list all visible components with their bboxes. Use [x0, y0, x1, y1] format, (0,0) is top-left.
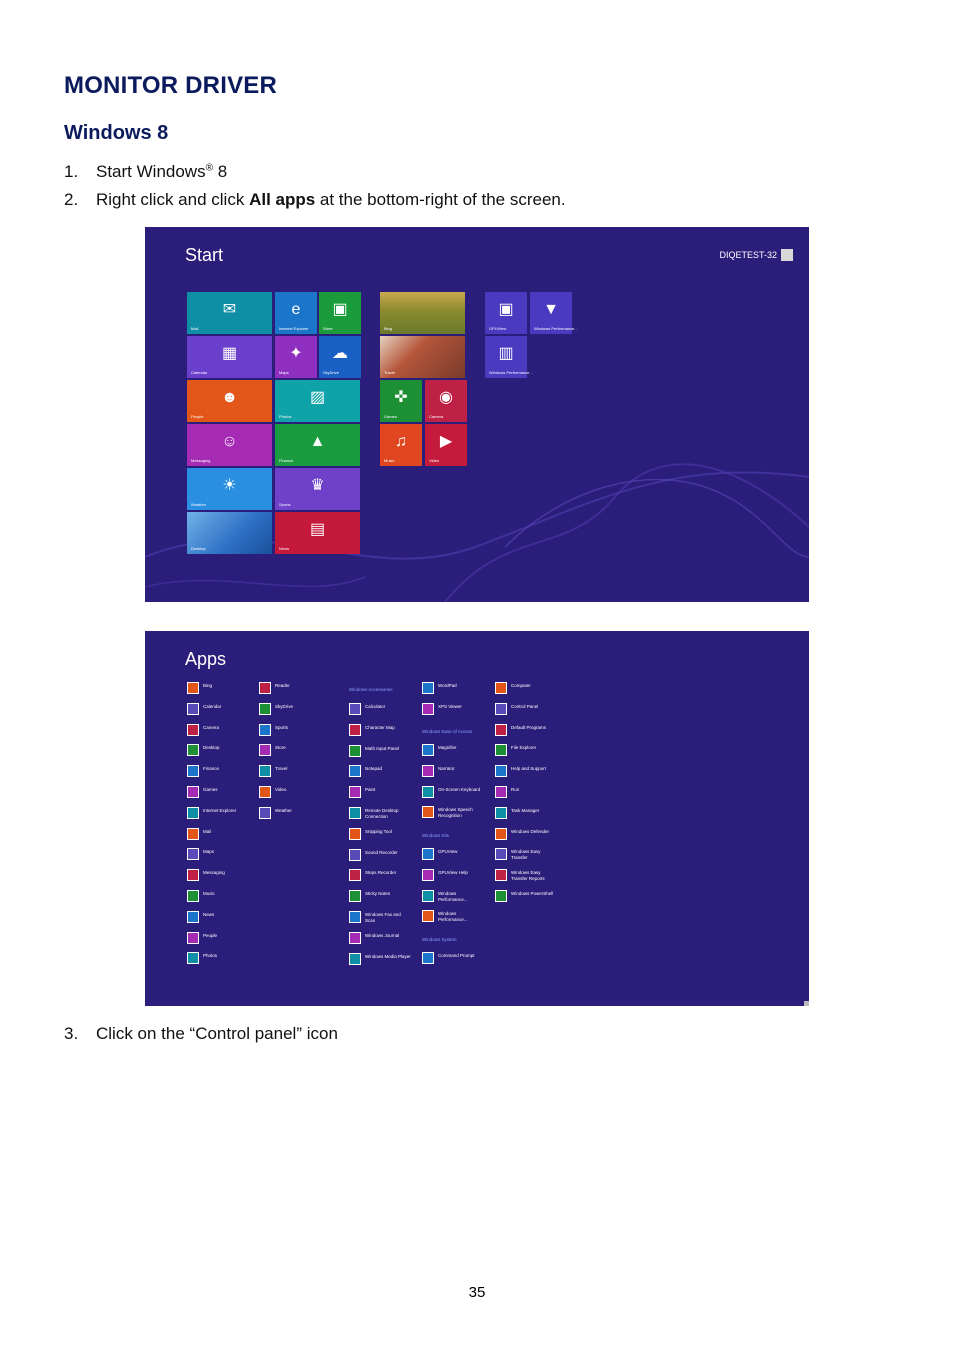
- ie-icon: e: [291, 300, 301, 318]
- video-icon: ▶: [439, 432, 453, 450]
- app-tile-icon: [495, 765, 507, 777]
- app-label: Sound Recorder: [365, 849, 398, 855]
- tile-label: Bing: [384, 326, 393, 331]
- app-item[interactable]: [422, 682, 484, 694]
- tile-performance[interactable]: [530, 292, 578, 334]
- step-3: [64, 1024, 338, 1044]
- app-label: Default Programs: [511, 724, 547, 730]
- app-label: Math Input Panel: [365, 745, 400, 751]
- app-item[interactable]: [422, 744, 484, 756]
- apps-title: Apps: [185, 649, 227, 669]
- trophy-icon: ♛: [310, 476, 325, 494]
- user-avatar-icon: [781, 249, 793, 261]
- app-item[interactable]: [422, 703, 484, 715]
- app-item[interactable]: [495, 828, 557, 840]
- tile-label: Messaging: [191, 458, 211, 463]
- app-tile-icon: [259, 744, 271, 756]
- app-item[interactable]: [187, 724, 249, 736]
- group-windows-kits: Windows Kits: [422, 833, 450, 838]
- app-item[interactable]: [187, 744, 249, 756]
- app-item[interactable]: [259, 724, 321, 736]
- app-item[interactable]: [187, 848, 249, 860]
- tile-label: Games: [384, 414, 397, 419]
- tile-label: Photos: [279, 414, 292, 419]
- tile-video[interactable]: [425, 424, 467, 466]
- app-label: Command Prompt: [438, 953, 475, 958]
- tile-news[interactable]: [275, 512, 360, 554]
- start-title: Start: [185, 245, 224, 265]
- tile-ie[interactable]: [275, 292, 317, 334]
- tile-travel-photo[interactable]: [380, 336, 465, 378]
- app-item[interactable]: [495, 890, 557, 902]
- app-label: Help and Support: [511, 766, 547, 772]
- tile-label: GPUView: [489, 326, 507, 331]
- step-1: [64, 162, 227, 182]
- app-label: Photos: [203, 953, 218, 959]
- app-label: News: [203, 911, 215, 917]
- app-item[interactable]: [187, 682, 249, 694]
- tile-label: SkyDrive: [323, 370, 340, 375]
- app-label: Reader: [275, 683, 290, 688]
- app-tile-icon: [349, 953, 361, 965]
- app-label: SkyDrive: [275, 703, 294, 709]
- music-icon: ♫: [395, 432, 407, 450]
- app-label: Paint: [365, 787, 376, 793]
- app-item[interactable]: [187, 703, 249, 715]
- step-2: [64, 190, 566, 210]
- app-item[interactable]: [422, 806, 484, 819]
- app-item[interactable]: [349, 765, 411, 777]
- app-label: Travel: [275, 766, 288, 772]
- section-heading: MONITOR DRIVER: [64, 72, 278, 99]
- app-label: Sports: [275, 724, 289, 730]
- app-item[interactable]: [495, 724, 557, 736]
- app-tile-icon: [187, 952, 199, 964]
- app-label: Windows Defender: [511, 828, 550, 834]
- app-label: Calendar: [203, 703, 222, 709]
- app-tile-icon: [259, 703, 271, 715]
- tile-music[interactable]: [380, 424, 422, 466]
- tile-label: Maps: [279, 370, 289, 375]
- app-tile-icon: [422, 848, 434, 860]
- app-item[interactable]: [495, 786, 557, 798]
- app-tile-icon: [495, 890, 507, 902]
- app-item[interactable]: [422, 890, 484, 903]
- app-item[interactable]: [349, 745, 411, 757]
- registered-mark: ®: [205, 162, 213, 174]
- people-icon: ☻: [221, 388, 238, 406]
- app-tile-icon: [187, 890, 199, 902]
- tile-label: News: [279, 546, 290, 551]
- app-label: Windows PowerShell: [511, 891, 554, 896]
- app-tile-icon: [495, 724, 507, 736]
- app-tile-icon: [187, 848, 199, 860]
- tile-label: Internet Explorer: [279, 326, 309, 331]
- tile-cloud[interactable]: [319, 336, 361, 378]
- tile-label: Windows Performance...: [534, 326, 578, 331]
- app-tile-icon: [422, 890, 434, 902]
- apps-screen-screenshot: [145, 631, 809, 1006]
- tile-maps[interactable]: [275, 336, 317, 378]
- app-tile-icon: [187, 807, 199, 819]
- tile-gpuview[interactable]: [485, 292, 527, 334]
- tile-label: People: [191, 414, 204, 419]
- app-label: Windows Journal: [365, 932, 400, 938]
- app-label: Computer: [511, 683, 531, 688]
- app-label: Desktop: [203, 745, 220, 751]
- app-item[interactable]: [259, 807, 321, 819]
- user-account[interactable]: [719, 249, 793, 261]
- app-item[interactable]: [259, 682, 321, 694]
- app-item[interactable]: [187, 890, 249, 902]
- app-label: Internet Explorer: [203, 807, 237, 813]
- app-label: Weather: [275, 807, 292, 813]
- app-label: Windows Fax and Scan: [365, 912, 401, 923]
- app-tile-icon: [259, 724, 271, 736]
- app-item[interactable]: [349, 807, 411, 820]
- gpuview-icon: ▣: [498, 300, 514, 318]
- calendar-icon: ▦: [221, 344, 238, 362]
- app-tile-icon: [422, 952, 434, 964]
- app-label: Windows Performance...: [438, 911, 468, 923]
- store-icon: ▣: [332, 300, 348, 318]
- step-number: 1.: [64, 162, 79, 181]
- app-item[interactable]: [349, 828, 411, 840]
- group-windows-ease-of-access: Windows Ease of Access: [422, 729, 473, 734]
- app-tile-icon: [349, 724, 361, 736]
- app-tile-icon: [349, 828, 361, 840]
- app-item[interactable]: [187, 932, 249, 944]
- app-item[interactable]: [422, 786, 484, 798]
- app-item[interactable]: [349, 911, 411, 924]
- app-label: Maps: [203, 849, 215, 855]
- app-item[interactable]: [349, 953, 411, 965]
- tile-label: Video: [429, 458, 440, 463]
- app-tile-icon: [422, 910, 434, 922]
- app-tile-icon: [495, 848, 507, 860]
- app-tile-icon: [259, 786, 271, 798]
- app-item[interactable]: [187, 807, 249, 819]
- app-item[interactable]: [349, 932, 411, 944]
- app-item[interactable]: [349, 724, 411, 736]
- app-tile-icon: [349, 745, 361, 757]
- app-tile-icon: [187, 932, 199, 944]
- app-tile-icon: [187, 869, 199, 881]
- tile-mail[interactable]: [187, 292, 272, 334]
- tile-calendar[interactable]: [187, 336, 272, 378]
- app-label: File Explorer: [511, 745, 537, 751]
- app-item[interactable]: [187, 786, 249, 798]
- app-item[interactable]: [349, 869, 411, 881]
- app-label: Windows Performance...: [438, 890, 468, 902]
- app-label: GPUView Help: [438, 869, 468, 875]
- group-windows-system: Windows System: [422, 937, 457, 942]
- app-tile-icon: [495, 807, 507, 819]
- app-item[interactable]: [422, 952, 484, 964]
- app-item[interactable]: [422, 910, 484, 923]
- camera-icon: ◉: [439, 388, 453, 406]
- app-item[interactable]: [495, 848, 557, 861]
- tile-desktop[interactable]: [187, 512, 272, 554]
- step-text: Start Windows: [96, 162, 206, 181]
- cloud-icon: ☁: [332, 344, 348, 362]
- app-label: Camera: [203, 724, 220, 730]
- app-tile-icon: [349, 765, 361, 777]
- performance-analyzer-icon: ▥: [498, 344, 514, 362]
- app-label: WordPad: [438, 683, 457, 688]
- maps-icon: ✦: [289, 344, 303, 362]
- step-text-tail: 8: [212, 162, 228, 181]
- app-item[interactable]: [187, 828, 249, 840]
- app-tile-icon: [349, 807, 361, 819]
- app-tile-icon: [187, 828, 199, 840]
- app-tile-icon: [422, 703, 434, 715]
- tile-label: Mail: [191, 326, 199, 331]
- mail-icon: ✉: [222, 300, 237, 318]
- app-label: Games: [203, 787, 218, 792]
- os-subheading: Windows 8: [64, 122, 169, 144]
- finance-icon: ▲: [309, 432, 326, 450]
- app-item[interactable]: [422, 848, 484, 860]
- app-item[interactable]: [495, 703, 557, 715]
- app-label: XPS Viewer: [438, 703, 462, 709]
- app-item[interactable]: [187, 952, 249, 964]
- app-label: Steps Recorder: [365, 870, 397, 876]
- app-label: Finance: [203, 766, 220, 772]
- tile-bing-photo[interactable]: [380, 292, 465, 334]
- app-label: Messaging: [203, 870, 225, 876]
- tile-label: Music: [384, 458, 395, 463]
- app-item[interactable]: [349, 849, 411, 861]
- app-label: Task Manager: [511, 807, 540, 813]
- app-label: Snipping Tool: [365, 828, 392, 834]
- app-tile-icon: [495, 869, 507, 881]
- app-item[interactable]: [422, 869, 484, 881]
- tile-label: Windows Performance...: [489, 370, 533, 375]
- app-label: Magnifier: [438, 745, 457, 750]
- tile-photos[interactable]: [275, 380, 360, 422]
- tile-label: Travel: [384, 370, 395, 375]
- app-tile-icon: [349, 786, 361, 798]
- tile-label: Desktop: [191, 546, 206, 551]
- app-tile-icon: [187, 911, 199, 923]
- app-tile-icon: [349, 703, 361, 715]
- page-number: 35: [468, 1284, 486, 1301]
- tile-trophy[interactable]: [275, 468, 360, 510]
- app-label: On-Screen Keyboard: [438, 786, 481, 792]
- app-label: GPUView: [438, 849, 458, 854]
- app-label: Mail: [203, 828, 212, 834]
- user-name: DIQETEST-32: [719, 250, 777, 260]
- app-label: Video: [275, 787, 287, 792]
- tile-label: Calendar: [191, 370, 208, 375]
- scroll-corner-icon[interactable]: [804, 1001, 809, 1006]
- app-label: Windows Media Player: [365, 953, 411, 959]
- app-tile-icon: [187, 744, 199, 756]
- tile-camera[interactable]: [425, 380, 467, 422]
- app-item[interactable]: [495, 682, 557, 694]
- tile-label: Camera: [429, 414, 444, 419]
- app-label: Sticky Notes: [365, 891, 391, 897]
- app-item[interactable]: [349, 786, 411, 798]
- app-tile-icon: [349, 911, 361, 923]
- app-label: Run: [511, 787, 520, 792]
- app-tile-icon: [349, 932, 361, 944]
- tile-finance[interactable]: [275, 424, 360, 466]
- app-tile-icon: [495, 828, 507, 840]
- app-tile-icon: [495, 786, 507, 798]
- app-tile-icon: [187, 765, 199, 777]
- tile-label: Sports: [279, 502, 291, 507]
- app-tile-icon: [495, 744, 507, 756]
- all-apps-emphasis: All apps: [249, 190, 316, 209]
- step-number: 2.: [64, 190, 79, 209]
- app-item[interactable]: [422, 765, 484, 777]
- app-item[interactable]: [259, 744, 321, 756]
- group-windows-accessories: Windows Accessories: [349, 687, 393, 692]
- app-item[interactable]: [349, 703, 411, 715]
- games-icon: ✜: [394, 388, 408, 406]
- photos-icon: ▨: [309, 388, 326, 406]
- tile-performance-analyzer[interactable]: [485, 336, 533, 378]
- app-label: Control Panel: [511, 703, 539, 709]
- step-text-pre: Right click and click: [96, 190, 250, 209]
- app-item[interactable]: [187, 869, 249, 881]
- app-tile-icon: [495, 682, 507, 694]
- app-item[interactable]: [187, 911, 249, 923]
- tile-games[interactable]: [380, 380, 422, 422]
- app-label: Bing: [203, 683, 213, 688]
- app-label: Windows Easy Transfer Reports: [511, 870, 545, 882]
- app-tile-icon: [422, 806, 434, 818]
- app-label: Calculator: [365, 704, 386, 709]
- app-tile-icon: [187, 786, 199, 798]
- app-item[interactable]: [259, 786, 321, 798]
- news-icon: ▤: [309, 520, 326, 538]
- app-tile-icon: [349, 849, 361, 861]
- app-tile-icon: [349, 869, 361, 881]
- app-tile-icon: [259, 765, 271, 777]
- tile-store[interactable]: [319, 292, 361, 334]
- app-item[interactable]: [495, 744, 557, 756]
- app-label: Notepad: [365, 766, 383, 772]
- tile-label: Finance: [279, 458, 294, 463]
- app-tile-icon: [187, 682, 199, 694]
- tile-people[interactable]: [187, 380, 272, 422]
- app-label: Windows Speech Recognition: [438, 807, 473, 819]
- app-tile-icon: [187, 724, 199, 736]
- start-screen-screenshot: [145, 227, 809, 602]
- app-label: Windows Easy Transfer: [511, 849, 541, 861]
- app-label: Store: [275, 745, 286, 751]
- app-tile-icon: [422, 786, 434, 798]
- tile-label: Store: [323, 326, 333, 331]
- app-item[interactable]: [187, 765, 249, 777]
- step-text-post: at the bottom-right of the screen.: [315, 190, 566, 209]
- app-tile-icon: [349, 890, 361, 902]
- app-item[interactable]: [495, 869, 557, 882]
- step-text: Click on the “Control panel” icon: [96, 1024, 338, 1043]
- app-tile-icon: [495, 703, 507, 715]
- tile-weather[interactable]: [187, 468, 272, 510]
- app-item[interactable]: [349, 890, 411, 902]
- app-label: Music: [203, 891, 215, 896]
- app-tile-icon: [422, 765, 434, 777]
- app-tile-icon: [259, 682, 271, 694]
- app-item[interactable]: [495, 807, 557, 819]
- app-label: Narrator: [438, 765, 455, 771]
- app-tile-icon: [187, 703, 199, 715]
- app-label: Remote Desktop Connection: [365, 808, 399, 819]
- app-tile-icon: [422, 682, 434, 694]
- app-label: People: [203, 932, 218, 938]
- app-tile-icon: [422, 869, 434, 881]
- step-number: 3.: [64, 1024, 79, 1043]
- app-item[interactable]: [495, 765, 557, 777]
- messaging-icon: ☺: [221, 432, 238, 450]
- weather-icon: ☀: [222, 476, 237, 494]
- app-label: Character Map: [365, 724, 395, 730]
- app-item[interactable]: [259, 703, 321, 715]
- tile-label: Weather: [191, 502, 207, 507]
- app-item[interactable]: [259, 765, 321, 777]
- tile-messaging[interactable]: [187, 424, 272, 466]
- app-tile-icon: [259, 807, 271, 819]
- app-tile-icon: [422, 744, 434, 756]
- performance-icon: ▼: [543, 300, 559, 318]
